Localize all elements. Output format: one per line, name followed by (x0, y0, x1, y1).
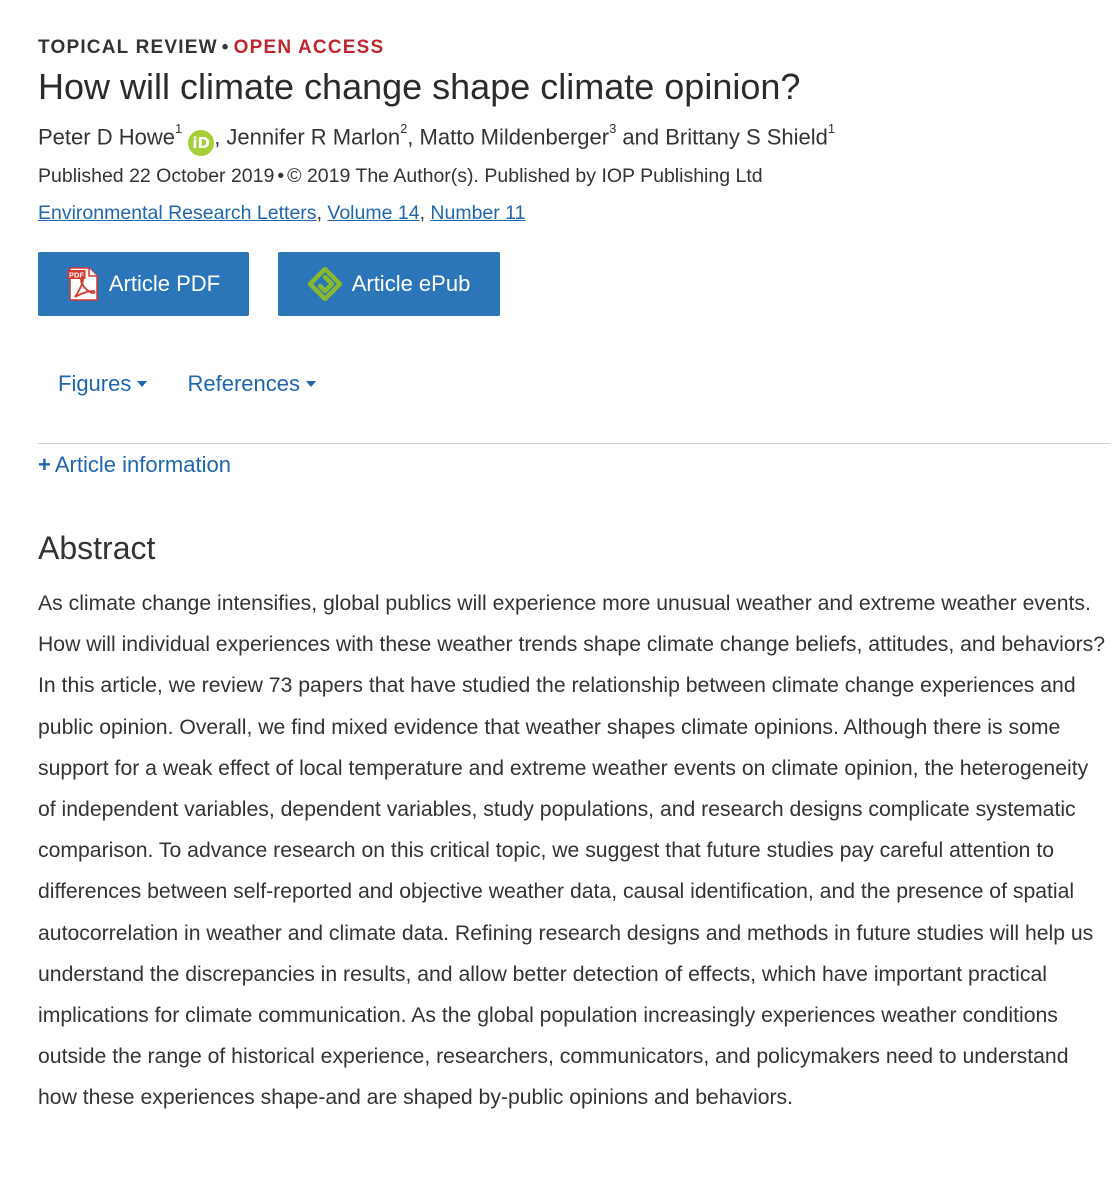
issue-link[interactable]: Number 11 (430, 202, 526, 224)
open-access-label: OPEN ACCESS (233, 37, 385, 58)
affiliation-marker[interactable]: 1 (827, 121, 836, 136)
tab-references[interactable] (187, 371, 316, 397)
author-name[interactable]: Brittany S Shield (665, 124, 828, 150)
published-date: Published 22 October 2019 (38, 165, 275, 187)
article-title: How will climate change shape climate opinion? (38, 66, 801, 107)
section-divider (38, 443, 1110, 444)
affiliation-marker[interactable]: 1 (174, 121, 183, 136)
journal-link[interactable]: Environmental Research Letters (38, 202, 317, 224)
caret-down-icon (306, 381, 316, 387)
author-name[interactable]: Peter D Howe (38, 124, 175, 150)
article-pdf-button[interactable] (38, 252, 249, 316)
kicker-separator: • (221, 37, 230, 58)
affiliation-marker[interactable]: 2 (400, 121, 408, 136)
tab-references-label: References (187, 371, 300, 396)
author-separator: , (407, 124, 420, 150)
epub-icon (308, 267, 342, 301)
orcid-icon[interactable]: iD (188, 130, 214, 156)
article-type-label: TOPICAL REVIEW (38, 37, 218, 58)
volume-link[interactable]: Volume 14 (327, 202, 420, 224)
plus-icon: + (38, 452, 51, 477)
publication-info (38, 165, 763, 188)
pdf-icon-text: PDF (68, 270, 84, 280)
journal-citation (38, 202, 525, 225)
article-epub-label: Article ePub (351, 271, 471, 296)
article-information-label: Article information (54, 452, 231, 477)
author-separator: , (214, 124, 227, 150)
article-information-toggle[interactable] (38, 452, 231, 478)
publine-separator: • (277, 165, 285, 187)
author-list (38, 121, 836, 156)
abstract-text: As climate change intensifies, global publics will experience more unusual weather and extreme weather events. How will individual experiences with these weather trends shape climate change beliefs, attitudes, and behaviors? In this article, we review 73 papers that have studied the relationship between climate change experiences and public opinion. Overall, we find mixed evidence that weather shapes climate opinions. Although there is some support for a weak effect of local temperature and extreme weather events on climate opinion, the heterogeneity of independent variables, dependent variables, study populations, and research designs complicate systematic comparison. To advance research on this critical topic, we suggest that future studies pay careful attention to differences between self-reported and objective weather data, causal identification, and the presence of spatial autocorrelation in weather and climate data. Refining research designs and methods in future studies will help us understand the discrepancies in results, and allow better detection of effects, which have important practical implications for climate communication. As the global population increasingly experiences weather conditions outside the range of historical experience, researchers, communicators, and policymakers need to understand how these experiences shape-and are shaped by-public opinions and behaviors. (38, 592, 1106, 1110)
tab-figures-label: Figures (58, 371, 132, 396)
article-kicker (38, 37, 384, 59)
article-pdf-label: Article PDF (108, 271, 221, 296)
pdf-icon (67, 267, 99, 301)
copyright-text: © 2019 The Author(s). Published by IOP Publishing Ltd (287, 165, 763, 187)
author-name[interactable]: Matto Mildenberger (419, 124, 610, 150)
citation-separator: , (316, 202, 328, 224)
abstract-heading: Abstract (38, 530, 156, 566)
author-separator: and (616, 124, 666, 150)
tab-figures[interactable] (58, 371, 147, 397)
affiliation-marker[interactable]: 3 (609, 121, 617, 136)
citation-separator: , (419, 202, 431, 224)
author-name[interactable]: Jennifer R Marlon (226, 124, 401, 150)
article-tabs (58, 371, 350, 397)
article-epub-button[interactable] (278, 252, 500, 316)
caret-down-icon (137, 381, 147, 387)
